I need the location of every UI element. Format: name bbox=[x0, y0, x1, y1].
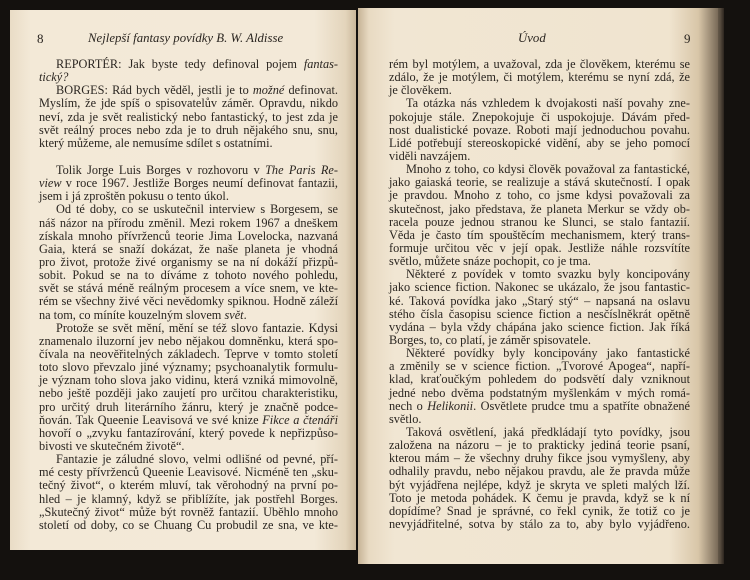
text-segment: skutečnost, jako představa, že planeta Merkur se vždy ob- bbox=[389, 201, 690, 216]
text-segment: Fantazie je záludné slovo, velmi odlišné od pevné, pří- bbox=[56, 452, 338, 467]
text-line bbox=[39, 137, 338, 150]
text-segment: Toto je metoda pohádek. K čemu je pravda, když se k ní bbox=[389, 490, 690, 505]
text-segment: na tom, co míníte kouzelným slovem bbox=[39, 307, 225, 322]
italic-segment: Fikce a čtenáři bbox=[262, 412, 339, 427]
right-page-number: 9 bbox=[684, 31, 691, 46]
text-segment: století od doby, co se Chuang Cu probudil ze sna, ve kte- bbox=[39, 517, 338, 532]
text-segment: Některé povídky byly koncipovány jako fantastické bbox=[406, 346, 690, 361]
text-segment: rém se všechny živé věci nevědomky spiknou. Hodně záleží bbox=[39, 294, 338, 309]
text-segment: rém byl motýlem, a uvažoval, zda je člověkem, kterému se bbox=[389, 57, 690, 71]
text-segment: pro život, protože živé organismy se na ní dokáží přizpů- bbox=[39, 254, 338, 269]
text-segment: v roce 1967. Jestliže Borges neumí definovat fantazii, bbox=[61, 176, 338, 191]
text-segment: je člověkem. bbox=[389, 83, 452, 98]
text-line bbox=[389, 518, 690, 531]
text-segment: hled – je klamný, když se přiblížíte, jak postřehl Borges. bbox=[39, 491, 338, 506]
text-segment: Protože se svět mění, mění se též slovo fantazie. Kdysi bbox=[56, 320, 338, 335]
text-segment: Věda je často tím spouštěcím mechanismem, který trans- bbox=[389, 227, 690, 242]
text-segment: stého čísla časopisu science fiction a nesčíslněkrát opětně bbox=[389, 306, 690, 321]
italic-segment: The Paris Re- bbox=[265, 162, 338, 177]
text-segment: kterou mám – že všechny druhy fikce jsou vymyšleny, aby bbox=[389, 451, 690, 466]
text-segment: zdálo, že je motýlem, či motýlem, kterému se nyní zdá, že bbox=[389, 70, 690, 85]
text-segment: nech o bbox=[389, 398, 428, 413]
text-segment: Tolik Jorge Luis Borges v rozhovoru v bbox=[56, 162, 266, 177]
text-segment: nevyjádřitelné, sotva by stálo za to, aby bylo vyjádřeno. bbox=[389, 516, 690, 531]
right-running-head: Úvod bbox=[518, 31, 546, 45]
text-segment: je pravdou. Mnoho z toho, co jsme kdysi považovali za bbox=[389, 188, 690, 203]
text-segment: jako gaiaská teorie, se realizuje a stává skutečností. I opak bbox=[389, 175, 690, 190]
text-segment: ké. Taková povídka jako „Starý stý“ – napsaná na oslavu bbox=[389, 293, 690, 308]
text-segment: nost dualistické povaze. Roboti mají jednoduchou povahu. bbox=[389, 122, 690, 137]
text-segment: „Skutečný život“ může být rovněž fantazií. Uběhlo mnoho bbox=[39, 504, 338, 519]
text-segment: Borges, to, co platí, je záměr spisovatele. bbox=[389, 332, 591, 347]
italic-segment: svět bbox=[224, 307, 244, 322]
text-segment: vydána – byla vždy chápána jako science fiction. Jak říká bbox=[389, 319, 690, 334]
text-segment: je význam toho slova jako vidinu, která vzniká mimovolně, bbox=[39, 373, 338, 388]
text-segment: náš názor na přírodu změnil. Mezi rokem 1967 a dneškem bbox=[39, 215, 338, 230]
text-segment: klad, kraťoučkým pohledem do podsvětí daly vzniknout bbox=[389, 372, 690, 387]
text-segment: Mnoho z toho, co kdysi člověk považoval za fantastické, bbox=[406, 162, 690, 177]
text-segment: tečný život“, o kterém mluví, tak věrohodný na první po- bbox=[39, 478, 338, 493]
italic-segment: Helikonii bbox=[427, 398, 474, 413]
italic-segment: view bbox=[39, 176, 62, 191]
text-segment: Myslím, že jde spíš o spisovatelův záměr. Opravdu, nikdo bbox=[39, 96, 338, 111]
left-page-body bbox=[39, 58, 338, 532]
text-segment: založena na názoru – je to prakticky jediná teorie psaní, bbox=[389, 438, 690, 453]
paragraph-gap bbox=[39, 150, 338, 164]
text-segment: . Osvětlete prudce tmu a spatříte obnažené bbox=[473, 398, 691, 413]
text-segment: světlo, můžete snáze pochopit, co je tma. bbox=[389, 254, 591, 269]
text-segment: hovoří o „zvyku fantazírování, který povede k nepřizpůso- bbox=[39, 425, 338, 440]
italic-segment: tický? bbox=[39, 70, 69, 85]
text-segment: BORGES: Rád bych věděl, jestli je to bbox=[56, 83, 253, 98]
book-edge-shadow bbox=[718, 0, 750, 580]
text-segment: který můžeme, ale nemusíme sdílet s ostatními. bbox=[39, 135, 273, 150]
text-segment: REPORTÉR: Jak byste tedy definoval pojem bbox=[56, 57, 304, 71]
text-segment: neví, zda je svět realistický nebo fantastický, to jest zda je bbox=[39, 109, 338, 124]
text-segment: . bbox=[243, 307, 247, 322]
text-segment: mé cesty přívrženců Queenie Leavisové. Nicméně ten „sku- bbox=[39, 465, 338, 480]
text-segment: být vyjádřena nejlépe, když je skryta ve spleti malých lží. bbox=[389, 477, 690, 492]
text-line bbox=[39, 58, 338, 71]
text-segment: svět se stává méně reálným procesem a více snem, ve kte- bbox=[39, 281, 338, 296]
text-segment: Taková osvětlení, jaká předkládají tyto povídky, jsou bbox=[406, 424, 690, 439]
italic-segment: fantas- bbox=[303, 57, 338, 71]
left-running-head: Nejlepší fantasy povídky B. W. Aldisse bbox=[88, 31, 284, 45]
text-segment: bivosti ve skutečném životě“. bbox=[39, 438, 185, 453]
text-segment: svět reálný proces nebo zda je to druh nějakého snu, snu, bbox=[39, 122, 338, 137]
text-segment: světlo. bbox=[389, 411, 422, 426]
left-page-number: 8 bbox=[37, 31, 44, 46]
text-segment: Gaia, která se snaží dokázat, že naše planeta je vhodná bbox=[39, 241, 338, 256]
text-line bbox=[389, 400, 690, 413]
text-segment: formuje určitou věc v její opak. Jestliže náhle rozsvítíte bbox=[389, 240, 690, 255]
text-segment: sobit. Pokud se na to díváme z tohoto nového pohledu, bbox=[39, 268, 338, 283]
text-segment: znamenalo iluzorní jev nebo nějakou domněnku, která spo- bbox=[39, 333, 338, 348]
right-page-body bbox=[389, 58, 690, 531]
text-segment: definovat. bbox=[284, 83, 338, 98]
text-segment: a změnily se v science fiction. „Tvorové Apogea“, napří- bbox=[389, 359, 690, 374]
text-segment: Některé z povídek v tomto svazku byly koncipovány bbox=[406, 267, 690, 282]
text-segment: pro určitý druh literárního žánru, který je značně podce- bbox=[39, 399, 338, 414]
text-segment: jedné nebo dvěma podstatným myšlenkám v mých romá- bbox=[389, 385, 690, 400]
text-segment: Ta otázka nás vzhledem k dvojakosti naší povahy zne- bbox=[406, 96, 690, 111]
text-segment: odhalily pravdu, nebo nějakou pravdu, ale že pravda může bbox=[389, 464, 690, 479]
text-segment: racela pouze jednou stranou ke Slunci, se stalo fantazií. bbox=[389, 214, 690, 229]
text-segment: toto slovo převzalo jiné významy; psychoanalytik formulu- bbox=[39, 360, 338, 375]
text-segment: nebo ještě později jako zaujetí pro určitou charakteristiku, bbox=[39, 386, 338, 401]
text-segment: získala mnoho přívrženců teorie Jima Lovelocka, nazvaná bbox=[39, 228, 338, 243]
text-segment: pokojuje stále. Znepokojuje či uspokojuje. Dávám před- bbox=[389, 109, 690, 124]
text-segment: čívala na neověřitelných základech. Teprve v tomto století bbox=[39, 346, 338, 361]
text-segment: viděli navzájem. bbox=[389, 148, 471, 163]
text-segment: Od té doby, co se uskutečnil interview s Borgesem, se bbox=[56, 202, 338, 217]
text-segment: jako science fiction. Nakonec se ukázalo, že jsou fantastic- bbox=[389, 280, 690, 295]
text-segment: jsem i já zproštěn pokusu o tento úkol. bbox=[39, 189, 229, 204]
text-segment: ňován. Tak Queenie Leavisová ve své knize bbox=[39, 412, 263, 427]
text-segment: Lidé potřebují stereoskopické vidění, aby se jeho pomocí bbox=[389, 135, 690, 150]
text-segment: dopídíme? Snad je správné, co řekl cynik, že totiž co je bbox=[389, 503, 690, 518]
text-line bbox=[39, 519, 338, 532]
italic-segment: možné bbox=[252, 83, 285, 98]
